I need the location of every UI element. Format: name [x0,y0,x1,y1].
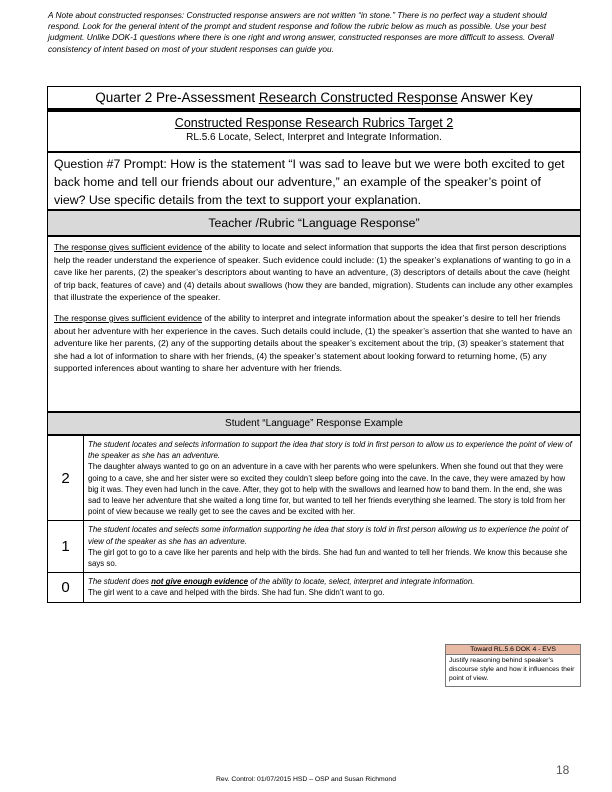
page-title [47,86,581,111]
dok-body: Justify reasoning behind speaker’s discourse style and how it influences their point of view. [449,657,575,682]
score-content [84,436,581,521]
response-text: of the ability to interpret and integrate information about the speaker’s desire to tell her friends about her adventure with her experience in the caves. Such details could include, (1) the speaker’s assertion that she wanted to have an adventure like her parents, (2) any of the supporting details about the speaker’s excitement about the trip, (3) speaker’s statement that she had a lot of information to share with her friends, (4) the speaker’s statement about looking forward to returning home, (5) any supported inferences about wanting to share her adventure with her friends. [54,312,573,374]
criteria-pre: The student does [88,577,152,587]
score-example: The daughter always wanted to go on an adventure in a cave with her parents who were spelunkers. When she found out that they were going to a cave, she and her sister were so excited they couldn’t sleep before going into the cave. In the cave, they were amazed by how big it was. They even had lunch in the cave. After, they got to help with the swallows and learned how to band them. In the end, she was sad to leave her adventure that she waited a long time for, but wanted to tell her friends everything she learned. The story is told from her point of view because we really get to see the caves and be excited with her. [88,462,566,517]
rubric-header [47,111,581,152]
constructed-response-note: A Note about constructed responses: Constructed response answers are not written “in stone.” There is no perfect way a student should respond. Look for the general intent of the prompt and student response and follow the rubric below as much as possible. Use your best judgment. Unlike DOK-1 questions where there is one right and wrong answer, constructed responses are more difficult to assess. Overall consistency of intent based on most of your student responses can guide you. [48,10,554,54]
response-lead: The response gives sufficient evidence [54,312,202,323]
title-part-3: Answer Key [457,90,533,105]
score-criteria: The student locates and selects information to support the idea that story is told in first person to allow us to experience the point of view of the speaker as she has an adventure. [88,440,572,461]
footer-revision: Rev. Control: 01/07/2015 HSD – OSP and Susan Richmond [216,776,396,783]
score-value: 1 [48,521,84,573]
criteria-post: of the ability to locate, select, interpret and integrate information. [248,577,475,587]
score-row [48,521,581,573]
response-paragraph [54,241,574,304]
score-example: The girl went to a cave and helped with the birds. She had fun. She didn’t want to go. [88,588,385,598]
rubric-title: Constructed Response Research Rubrics Target 2 [174,116,454,130]
score-value: 0 [48,573,84,602]
dok-header: Toward RL.5.6 DOK 4 - EVS [446,645,580,655]
score-content [84,521,581,573]
title-part-1: Quarter 2 Pre-Assessment [95,90,259,105]
response-text: of the ability to locate and select information that supports the idea that first person descriptions help the reader understand the experience of speaker. Such evidence could include: (1) the speaker’s explanations of wanting to go in a cave like her parents, (2) the speaker’s descriptors about wanting to have an adventure, (3) descriptors of details about the cave (height of trip back, features of cave) and (4) details about swallows (how they are banded, migration). Students can include any other examples that illustrate the experience of the speaker. [54,242,573,303]
criteria-emphasis: not give enough evidence [151,577,249,587]
score-example: The girl got to go to a cave like her parents and help with the birds. She had fun and wanted to tell her friends. We know this because she says so. [88,547,568,569]
score-row [48,573,581,602]
page-number: 18 [556,763,570,777]
rubric-responses [47,236,581,412]
response-lead: The response gives sufficient evidence [54,242,202,252]
student-response-header: Student “Language” Response Example [47,412,581,435]
dok-callout [445,644,581,687]
response-paragraph [54,312,574,375]
score-table [47,435,581,603]
title-part-2: Research Constructed Response [258,90,458,105]
score-row [48,436,581,521]
score-criteria [88,576,576,587]
question-prompt: Question #7 Prompt: How is the statement “I was sad to leave but we were both excited to get back home and tell our friends about our adventure,” an example of the speaker’s point of view? Use specific details from the text to support your explanation. [47,152,581,210]
score-value: 2 [48,436,84,521]
score-content [84,573,581,602]
score-criteria: The student locates and selects some information supporting he idea that story is told in first person allowing us to experience the point of view of the speaker as she has an adventure. [88,525,568,546]
teacher-rubric-header: Teacher /Rubric “Language Response” [47,210,581,236]
rubric-standard: RL.5.6 Locate, Select, Interpret and Integrate Information. [186,132,442,143]
